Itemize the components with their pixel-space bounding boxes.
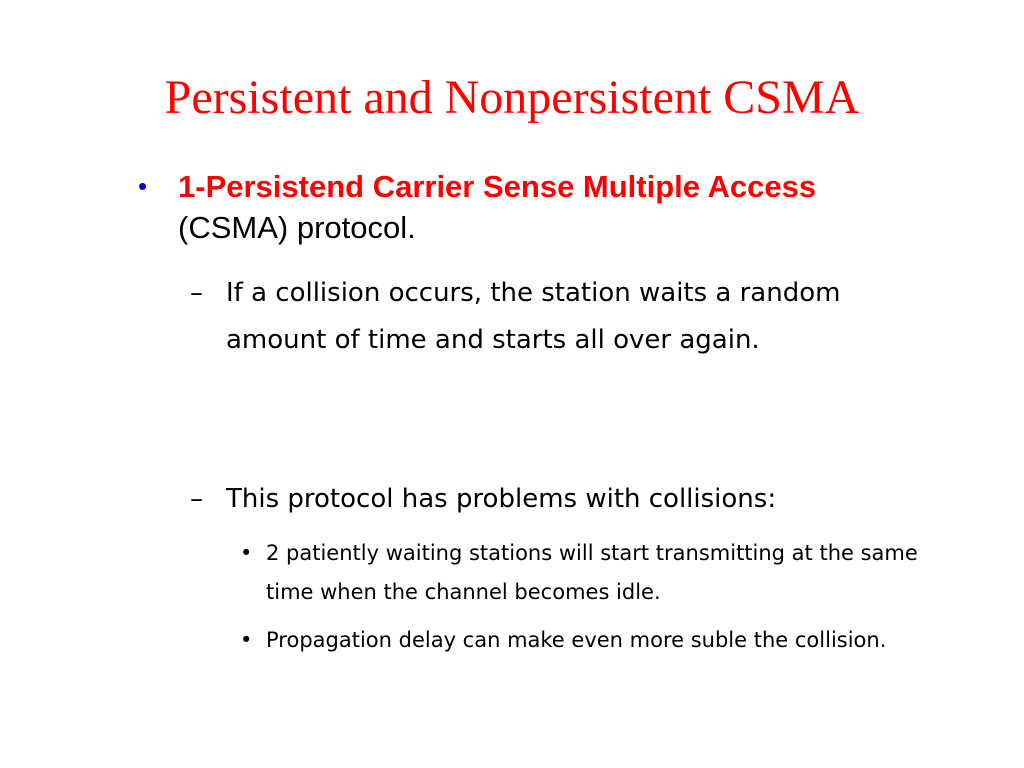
sub-sub-bullet-text: Propagation delay can make even more suble the collision.	[266, 628, 887, 652]
sub-sub-bullet-waiting-stations	[240, 534, 940, 612]
dash-marker: –	[190, 278, 203, 308]
sub-bullet-collision-wait	[190, 270, 910, 364]
sub-sub-bullet-propagation-delay	[240, 621, 940, 660]
bullet-csma-protocol	[138, 166, 898, 248]
sub-bullet-collision-problems	[190, 476, 910, 523]
sub-sub-bullet-text: 2 patiently waiting stations will start transmitting at the same time when the channel becomes idle.	[266, 541, 918, 604]
dash-marker: –	[190, 484, 203, 514]
slide-title: Persistent and Nonpersistent CSMA	[164, 71, 860, 124]
bullet-emphasis-text: 1-Persistend Carrier Sense Multiple Access	[178, 169, 817, 204]
bullet-rest-text: (CSMA) protocol.	[178, 210, 416, 245]
sub-bullet-text: This protocol has problems with collisions:	[226, 484, 777, 514]
slide-content	[138, 166, 938, 652]
sub-bullet-text: If a collision occurs, the station waits a random amount of time and starts all over again.	[226, 278, 841, 355]
bullet-marker: •	[240, 541, 253, 565]
bullet-marker: •	[138, 171, 148, 201]
bullet-marker: •	[240, 628, 253, 652]
